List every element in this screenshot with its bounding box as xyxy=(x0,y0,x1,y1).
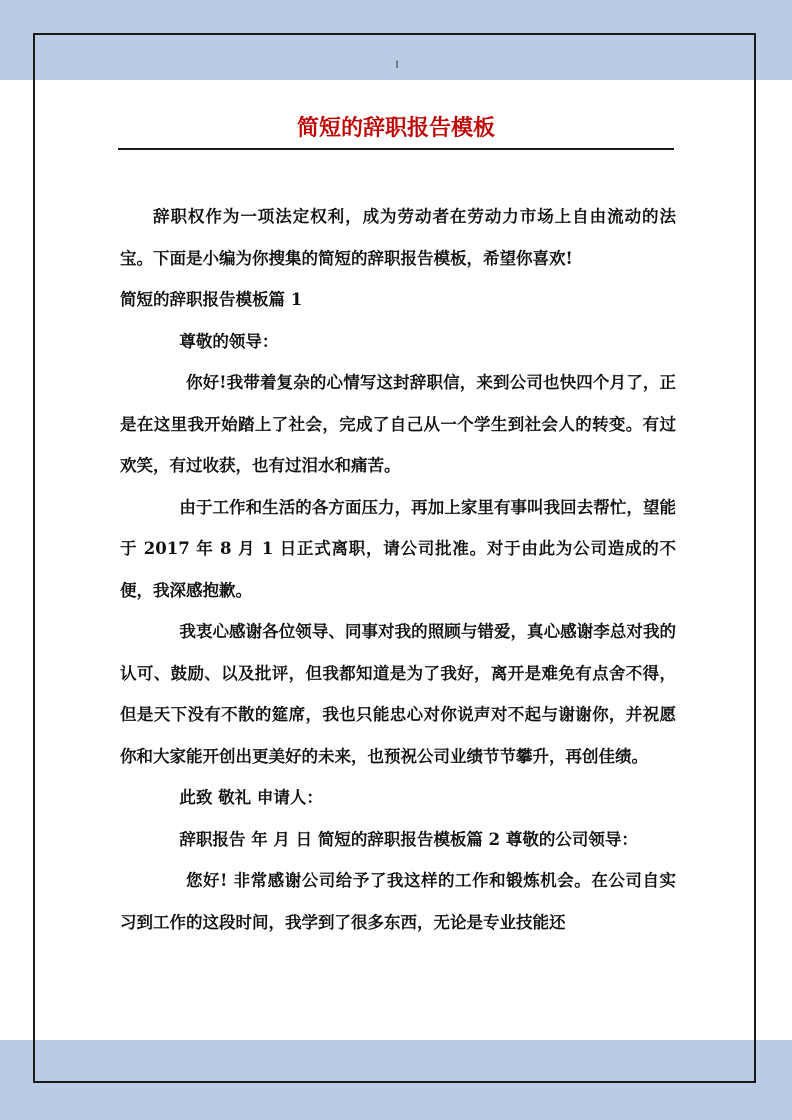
intro-paragraph: 辞职权作为一项法定权利，成为劳动者在劳动力市场上自由流动的法宝。下面是小编为你搜集的简短的辞职报告模板，希望你喜欢! xyxy=(120,207,676,268)
section-heading-1: 简短的辞职报告模板篇 1 xyxy=(120,290,303,309)
document-body xyxy=(120,196,676,943)
closing-line: 此致 敬礼 申请人： xyxy=(179,788,323,807)
body-paragraph-3: 我衷心感谢各位领导、同事对我的照顾与错爱，真心感谢李总对我的认可、鼓励、以及批评，但我都知道是为了我好，离开是难免有点舍不得，但是天下没有不散的筵席，我也只能忠心对你说声对不起与谢谢你，并祝愿你和大家能开创出更美好的未来，也预祝公司业绩节节攀升，再创佳绩。 xyxy=(120,622,676,766)
body-paragraph-2: 由于工作和生活的各方面压力，再加上家里有事叫我回去帮忙，望能于 2017 年 8 月 1 日正式离职，请公司批准。对于由此为公司造成的不便，我深感抱歉。 xyxy=(120,497,676,600)
body-paragraph-4: 您好! 非常感谢公司给予了我这样的工作和锻炼机会。在公司自实习到工作的这段时间，我学到了很多东西，无论是专业技能还 xyxy=(120,871,676,932)
document-title: 简短的辞职报告模板 xyxy=(296,115,495,141)
date-and-section-2: 辞职报告 年 月 日 简短的辞职报告模板篇 2 尊敬的公司领导： xyxy=(179,829,638,849)
body-paragraph-1: 你好!我带着复杂的心情写这封辞职信，来到公司也快四个月了，正是在这里我开始踏上了社会，完成了自己从一个学生到社会人的转变。有过欢笑，有过收获，也有过泪水和痛苦。 xyxy=(120,373,676,475)
page-mark: I xyxy=(395,59,399,71)
salutation-1: 尊敬的领导： xyxy=(179,331,279,351)
title-underline xyxy=(118,148,674,150)
